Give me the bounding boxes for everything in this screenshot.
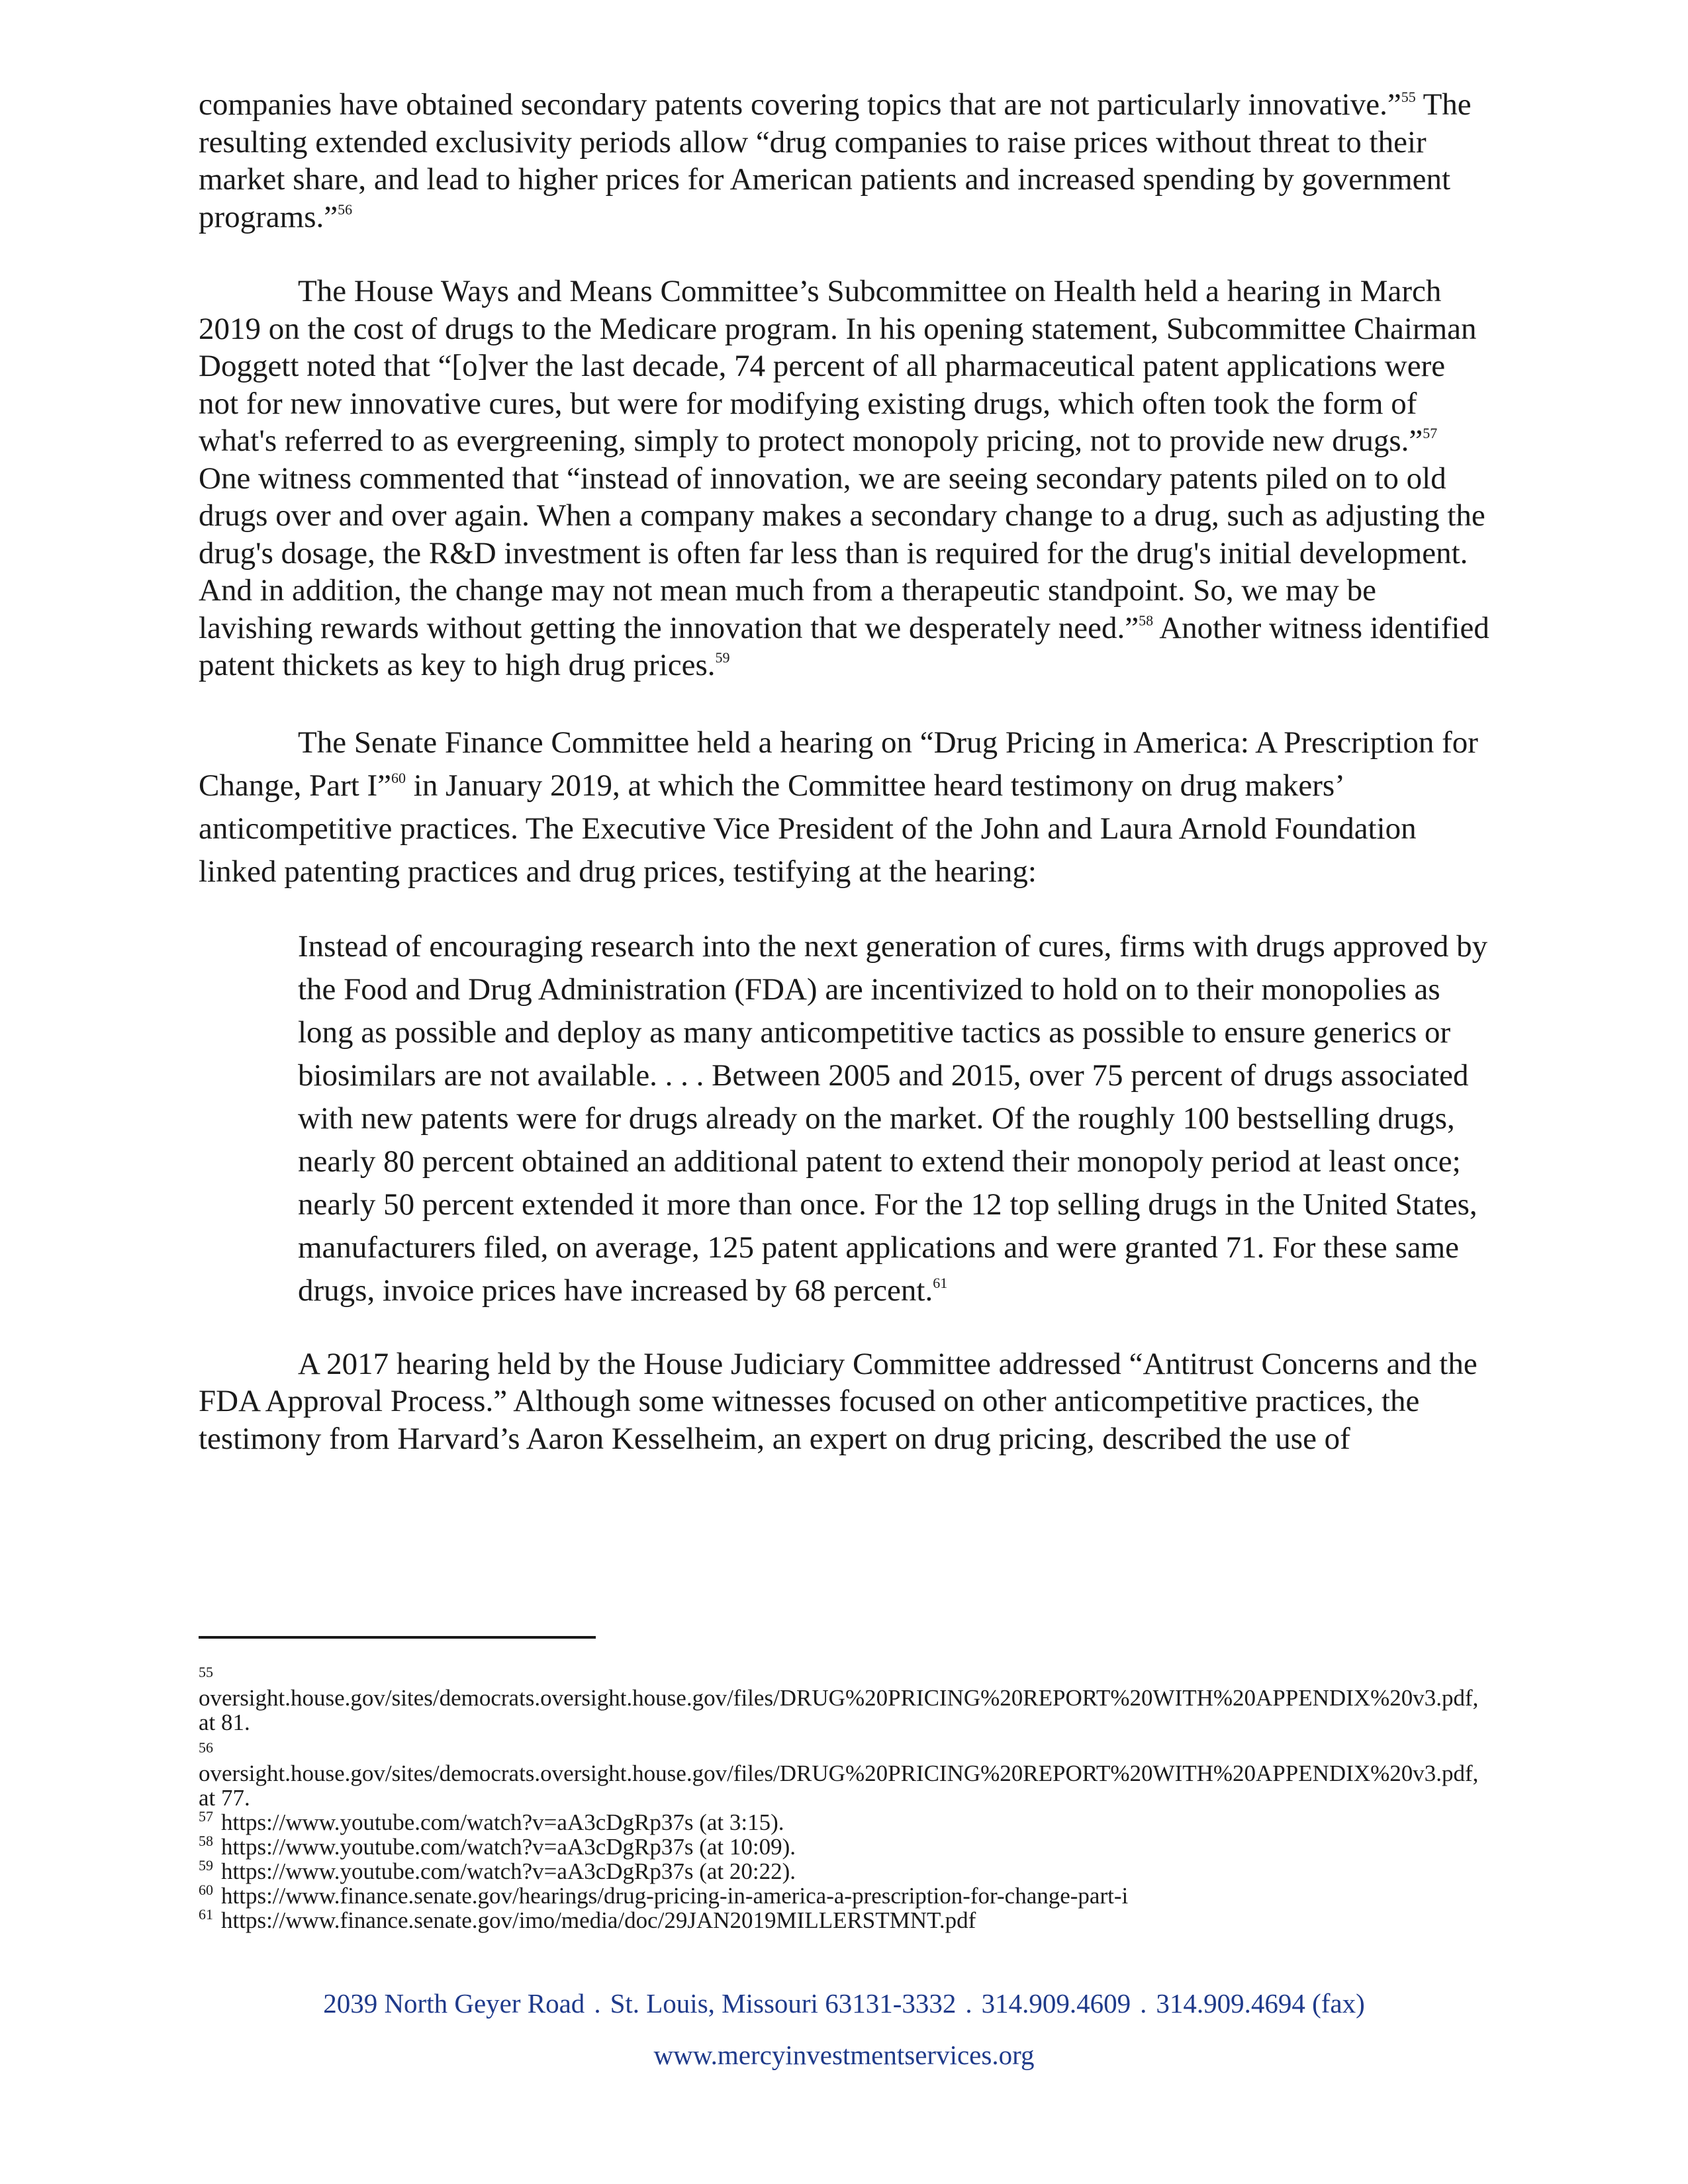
document-body [199, 86, 1489, 1457]
footnote-text[interactable]: https://www.youtube.com/watch?v=aA3cDgRp37s (at 10:09). [221, 1834, 796, 1860]
footer-phone: 314.909.4609 [981, 1988, 1131, 2019]
paragraph-4 [199, 1345, 1489, 1458]
footer-address: 2039 North Geyer Road [323, 1988, 585, 2019]
footnote-ref-60[interactable]: 60 [391, 769, 406, 786]
footnote-ref-55[interactable]: 55 [1401, 89, 1416, 106]
footer-contact [0, 1987, 1688, 2019]
paragraph-text: in January 2019, at which the Committee heard testimony on drug makers’ anticompetitive practices. The Executive Vice President of the John and Laura Arnold Foundation linked patenting practices and drug prices, testifying at the hearing: [199, 768, 1417, 889]
footnote-60 [199, 1884, 1489, 1908]
footer-separator: . [1140, 1988, 1147, 2019]
paragraph-text: A 2017 hearing held by the House Judiciary Committee addressed “Antitrust Concerns and the FDA Approval Process.” Although some witnesses focused on other anticompetitive practices, the testimony from Harvard’s Aaron Kesselheim, an expert on drug pricing, described the use of [199, 1346, 1477, 1456]
footnote-ref-57[interactable]: 57 [1423, 425, 1438, 442]
footnote-text[interactable]: https://www.finance.senate.gov/hearings/drug-pricing-in-america-a-prescription-for-change-part-i [221, 1883, 1129, 1909]
paragraph-text: The Senate Finance Committee held a hearing on “Drug Pricing in America: A Prescription for Change, Part I” [199, 725, 1478, 803]
footnote-number: 59 [199, 1857, 213, 1874]
footnote-number: 60 [199, 1882, 213, 1899]
footnote-61 [199, 1908, 1489, 1933]
footnote-59 [199, 1859, 1489, 1884]
footer-city: St. Louis, Missouri 63131-3332 [610, 1988, 957, 2019]
footer-website[interactable]: www.mercyinvestmentservices.org [653, 2040, 1035, 2070]
footer-fax: 314.909.4694 (fax) [1156, 1988, 1365, 2019]
paragraph-3 [199, 721, 1489, 893]
paragraph-2 [199, 273, 1489, 684]
footnote-text[interactable]: https://www.youtube.com/watch?v=aA3cDgRp37s (at 3:15). [221, 1809, 784, 1835]
footnote-text[interactable]: oversight.house.gov/sites/democrats.oversight.house.gov/files/DRUG%20PRICING%20REPORT%20WITH%20APPENDIX%20v3.pdf, at 81. [199, 1685, 1479, 1735]
footnote-text[interactable]: https://www.youtube.com/watch?v=aA3cDgRp37s (at 20:22). [221, 1858, 796, 1884]
footnote-ref-58[interactable]: 58 [1139, 612, 1154, 629]
footnote-ref-56[interactable]: 56 [338, 201, 353, 218]
paragraph-text: The House Ways and Means Committee’s Subcommittee on Health held a hearing in March 2019 on the cost of drugs to the Medicare program. In his opening statement, Subcommittee Chairman Doggett noted that “[o]ver the last decade, 74 percent of all pharmaceutical patent applications were not for new innovative cures, but were for modifying existing drugs, which often took the form of what's referred to as evergreening, simply to protect monopoly pricing, not to provide new drugs.” [199, 274, 1477, 458]
footnote-58 [199, 1835, 1489, 1859]
paragraph-text: One witness commented that “instead of innovation, we are seeing secondary patents piled on to old drugs over and over again. When a company makes a secondary change to a drug, such as adjusting the drug's dosage, the R&D investment is often far less than is required for the drug's initial development. And in addition, the change may not mean much from a therapeutic standpoint. So, we may be lavishing rewards without getting the innovation that we desperately need.” [199, 461, 1485, 645]
footnotes [199, 1625, 1489, 1933]
block-quote [298, 925, 1489, 1312]
paragraph-text: The resulting extended exclusivity periods allow “drug companies to raise prices without threat to their market share, and lead to higher prices for American patients and increased spending by government programs.” [199, 87, 1472, 234]
footnote-text[interactable]: https://www.finance.senate.gov/imo/media/doc/29JAN2019MILLERSTMNT.pdf [221, 1907, 976, 1933]
footnote-number: 61 [199, 1906, 213, 1923]
footnote-57 [199, 1810, 1489, 1835]
paragraph-text: Another witness identified patent thickets as key to high drug prices. [199, 610, 1489, 682]
footnote-ref-59[interactable]: 59 [715, 649, 730, 666]
paragraph-text: companies have obtained secondary patents covering topics that are not particularly innovative.” [199, 87, 1401, 122]
paragraph-1 [199, 86, 1489, 236]
footnote-number: 55 [199, 1664, 213, 1680]
footnote-55 [199, 1659, 1489, 1735]
footnote-number: 58 [199, 1833, 213, 1850]
footnote-56 [199, 1735, 1489, 1810]
footer-separator: . [965, 1988, 972, 2019]
footnote-number: 57 [199, 1808, 213, 1825]
footer-separator: . [594, 1988, 601, 2019]
footnote-ref-61[interactable]: 61 [933, 1274, 948, 1291]
quote-text: Instead of encouraging research into the next generation of cures, firms with drugs approved by the Food and Drug Administration (FDA) are incentivized to hold on to their monopolies as long as possible and deploy as many anticompetitive tactics as possible to ensure generics or biosimilars are not available. . . . Between 2005 and 2015, over 75 percent of drugs associated with new patents were for drugs already on the market. Of the roughly 100 bestselling drugs, nearly 80 percent obtained an additional patent to extend their monopoly period at least once; nearly 50 percent extended it more than once. For the 12 top selling drugs in the United States, manufacturers filed, on average, 125 patent applications and were granted 71. For these same drugs, invoice prices have increased by 68 percent. [298, 929, 1488, 1308]
footnote-number: 56 [199, 1739, 213, 1756]
footnote-text[interactable]: oversight.house.gov/sites/democrats.oversight.house.gov/files/DRUG%20PRICING%20REPORT%20WITH%20APPENDIX%20v3.pdf, at 77. [199, 1760, 1479, 1811]
